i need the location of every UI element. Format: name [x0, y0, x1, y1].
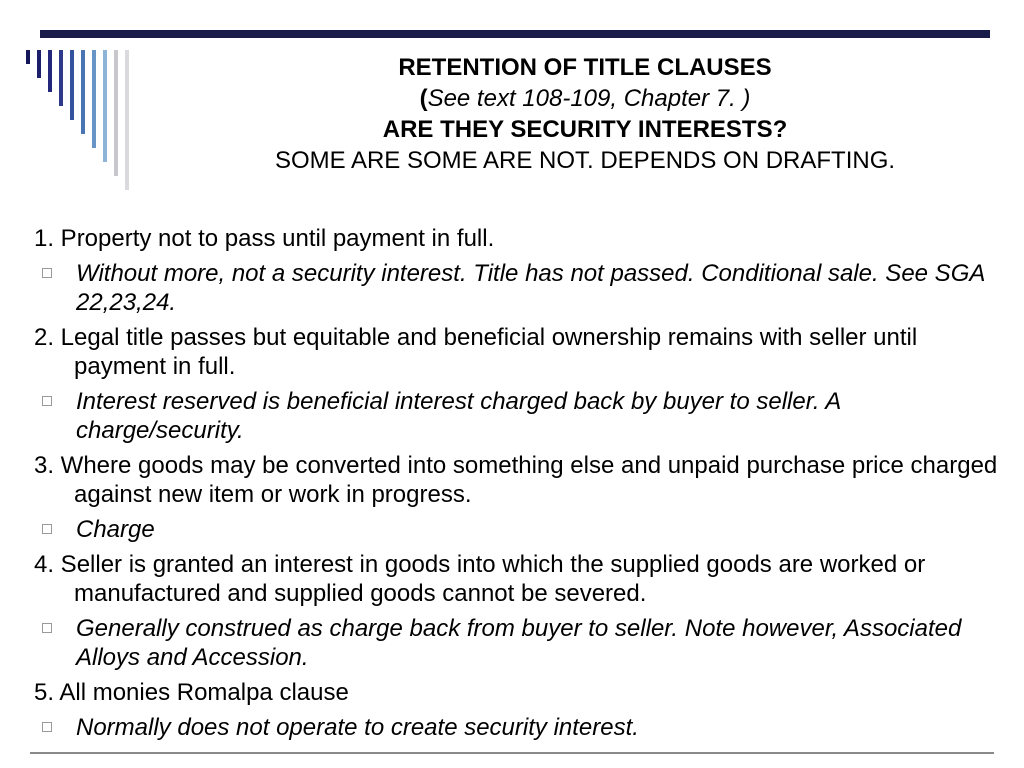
decorative-bar: [125, 50, 129, 190]
decorative-bar: [37, 50, 41, 78]
decorative-bar: [114, 50, 118, 176]
numbered-item: 4. Seller is granted an interest in goods into which the supplied goods are worked or manufactured and supplied goods cannot be severed.: [34, 551, 926, 607]
numbered-item: 2. Legal title passes but equitable and beneficial ownership remains with seller until payment in full.: [34, 324, 918, 380]
bullet-item: [34, 259, 1004, 317]
numbered-item: 1. Property not to pass until payment in full.: [34, 225, 495, 252]
title-line-3: ARE THEY SECURITY INTERESTS?: [382, 116, 788, 143]
title-line-2-reference: See text 108-109, Chapter 7. ): [427, 85, 751, 112]
title-line-1: RETENTION OF TITLE CLAUSES: [398, 54, 772, 81]
decorative-bar: [70, 50, 74, 120]
bullet-text: Generally construed as charge back from buyer to seller. Note however, Associated Alloys and Accession.: [76, 615, 962, 671]
decorative-bar: [81, 50, 85, 134]
decorative-bar: [26, 50, 30, 64]
decorative-bar: [59, 50, 63, 106]
decorative-bar: [103, 50, 107, 162]
decorative-bar: [92, 50, 96, 148]
square-bullet-icon: [42, 268, 52, 278]
numbered-item: 3. Where goods may be converted into something else and unpaid purchase price charged against new item or work in progress.: [34, 452, 998, 508]
bullet-item: [34, 713, 1004, 742]
bullet-text: Charge: [76, 516, 155, 543]
content-list: [34, 224, 1004, 748]
bottom-rule: [30, 752, 994, 754]
title-line-2-paren: (: [419, 85, 428, 112]
top-rule: [40, 30, 990, 38]
title-line-4: SOME ARE SOME ARE NOT. DEPENDS ON DRAFTING.: [274, 147, 896, 174]
square-bullet-icon: [42, 722, 52, 732]
bullet-text: Interest reserved is beneficial interest charged back by buyer to seller. A charge/security.: [76, 388, 841, 444]
decorative-bar: [48, 50, 52, 92]
bullet-item: [34, 515, 1004, 544]
title-line-2: [170, 83, 1000, 114]
square-bullet-icon: [42, 396, 52, 406]
bullet-text: Without more, not a security interest. Title has not passed. Conditional sale. See SGA 22,23,24.: [76, 260, 985, 316]
square-bullet-icon: [42, 524, 52, 534]
slide-title: [170, 52, 1000, 176]
square-bullet-icon: [42, 623, 52, 633]
bullet-item: [34, 614, 1004, 672]
bullet-text: Normally does not operate to create security interest.: [76, 714, 639, 741]
bullet-item: [34, 387, 1004, 445]
numbered-item: 5. All monies Romalpa clause: [34, 679, 349, 706]
